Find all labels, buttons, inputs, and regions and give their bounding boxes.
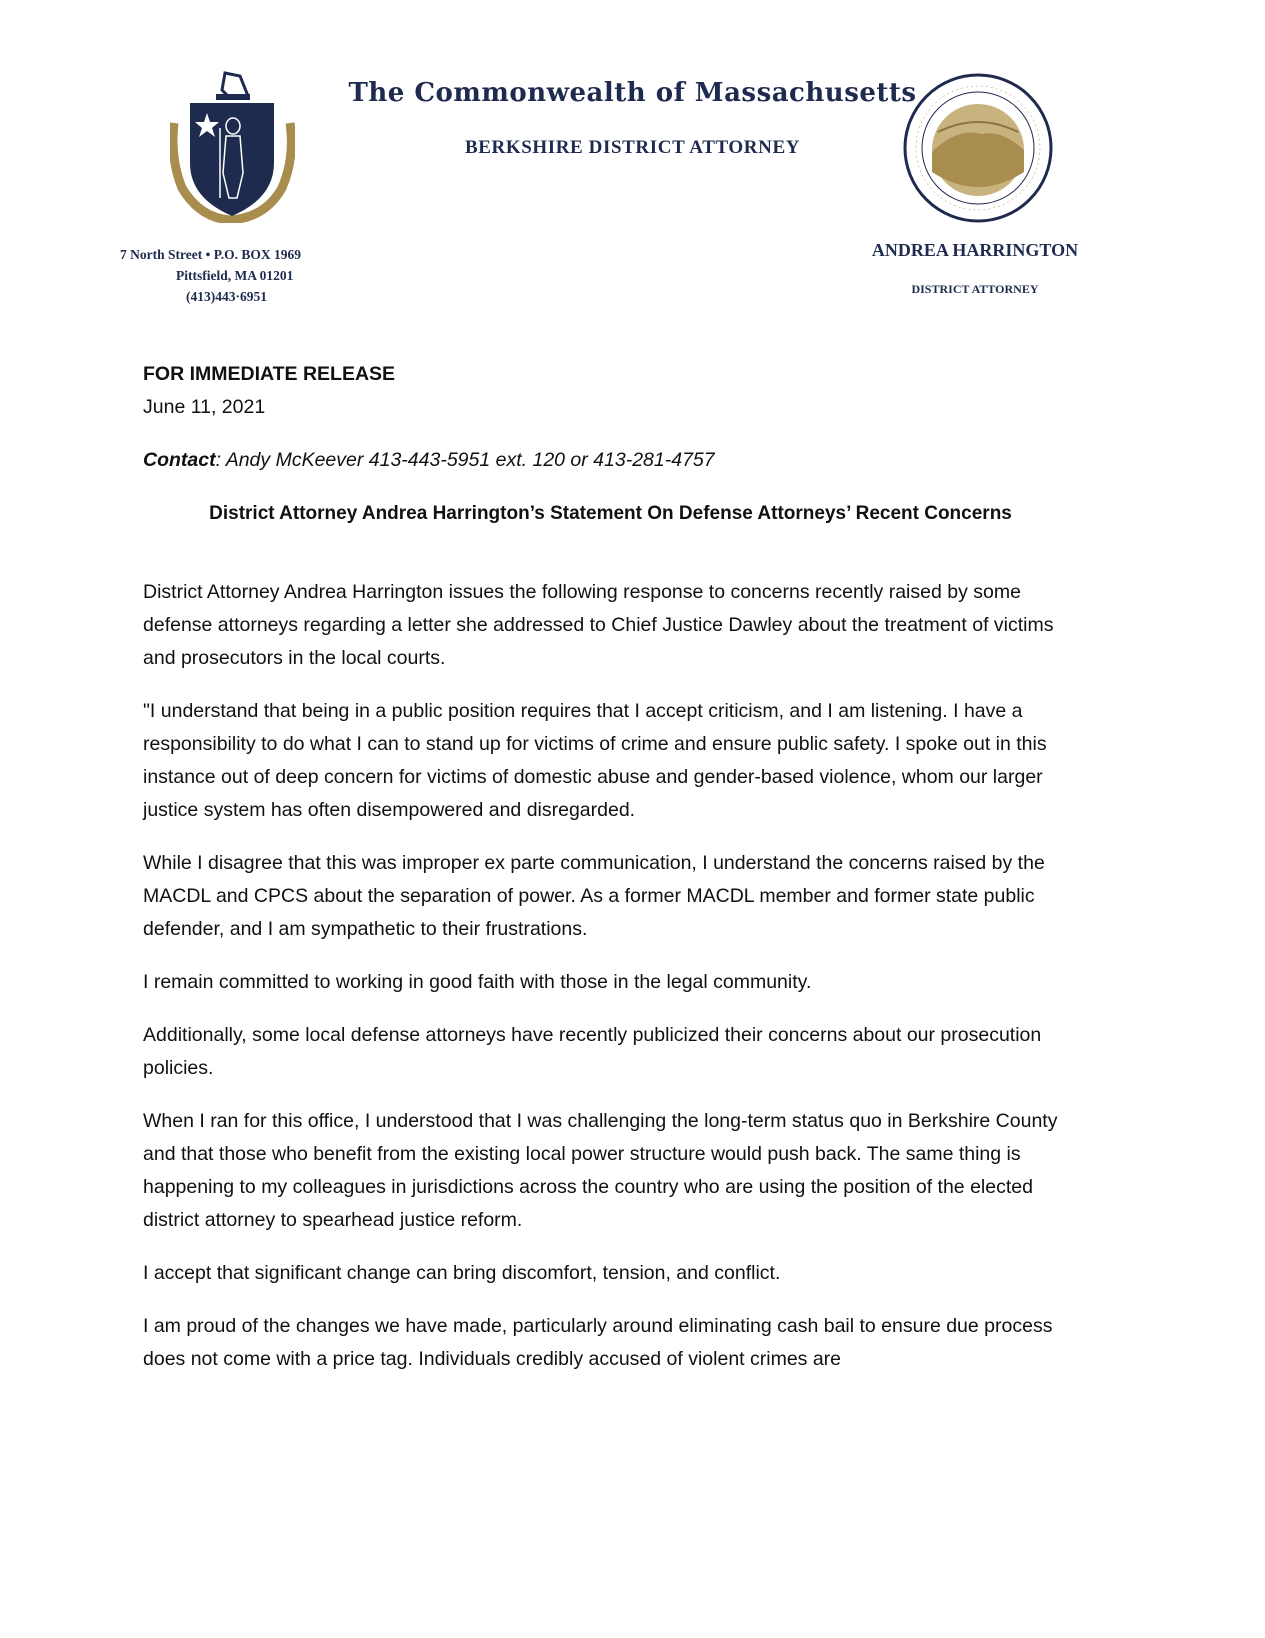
release-label: FOR IMMEDIATE RELEASE <box>143 363 396 385</box>
paragraph: While I disagree that this was improper ex parte communication, I understand the concerns raised by the MACDL and CPCS about the separation of power. As a former MACDL member and former state public defender, and I am sympathetic to their frustrations. <box>143 852 1045 940</box>
office-address <box>120 244 350 307</box>
contact-label: Contact <box>143 449 216 471</box>
address-phone: (413)443·6951 <box>186 289 267 304</box>
headline: District Attorney Andrea Harrington’s Statement On Defense Attorneys’ Recent Concerns <box>209 503 1012 524</box>
paragraph: Additionally, some local defense attorneys have recently publicized their concerns about our prosecution policies. <box>143 1024 1042 1079</box>
press-release-body <box>143 358 1078 1396</box>
paragraph: "I understand that being in a public position requires that I accept criticism, and I am listening. I have a responsibility to do what I can to stand up for victims of crime and ensure public safety. I spoke out in this instance out of deep concern for victims of domestic abuse and gender-based violence, whom our larger justice system has often disempowered and disregarded. <box>143 700 1047 821</box>
paragraph: District Attorney Andrea Harrington issues the following response to concerns recently raised by some defense attorneys regarding a letter she addressed to Chief Justice Dawley about the treatment of victims and prosecutors in the local courts. <box>143 581 1054 669</box>
contact-line <box>143 444 1078 477</box>
da-name: ANDREA HARRINGTON <box>871 240 1079 260</box>
address-city: Pittsfield, MA 01201 <box>176 268 294 283</box>
release-date: June 11, 2021 <box>143 396 266 418</box>
district-attorney-seal-logo <box>902 72 1054 229</box>
paragraph: When I ran for this office, I understood that I was challenging the long-term status quo in Berkshire County and that those who benefit from the existing local power structure would push back. The same thing is happening to my colleagues in jurisdictions across the country who are using the position of the elected district attorney to spearhead justice reform. <box>143 1110 1058 1231</box>
da-title: DISTRICT ATTORNEY <box>911 282 1039 296</box>
letterhead-title: The Commonwealth of Massachusetts <box>348 78 917 108</box>
paragraph: I am proud of the changes we have made, particularly around eliminating cash bail to ensure due process does not come with a price tag. Individuals credibly accused of violent crimes are <box>143 1315 1053 1370</box>
address-street: 7 North Street • P.O. BOX 1969 <box>120 247 301 262</box>
paragraph: I accept that significant change can bring discomfort, tension, and conflict. <box>143 1262 781 1284</box>
contact-text: : Andy McKeever 413-443-5951 ext. 120 or 413-281-4757 <box>215 449 715 471</box>
letterhead-subtitle: BERKSHIRE DISTRICT ATTORNEY <box>464 137 801 158</box>
paragraph: I remain committed to working in good faith with those in the legal community. <box>143 971 812 993</box>
